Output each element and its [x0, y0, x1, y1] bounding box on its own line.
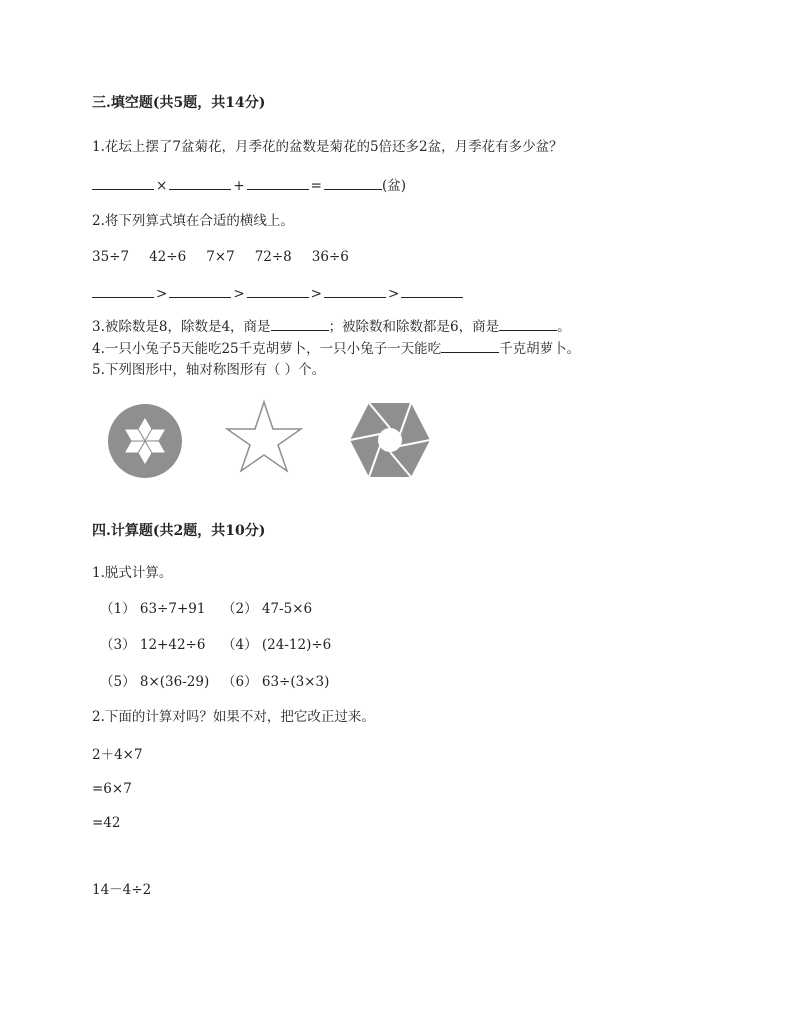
q3-3-line [92, 317, 571, 336]
blank-input[interactable] [271, 317, 329, 331]
greater-than-sign: > [156, 286, 168, 302]
work-line: =6×7 [92, 781, 132, 797]
second-expression: 14－4÷2 [92, 882, 152, 898]
q3-3-text-a: 3.被除数是8，除数是4，商是 [92, 319, 271, 335]
blank-input[interactable] [92, 176, 154, 190]
blank-input[interactable] [169, 284, 231, 298]
q3-3-text-b: ；被除数和除数都是6，商是 [328, 319, 500, 335]
section-4-title: 四.计算题(共2题，共10分) [92, 523, 266, 539]
greater-than-sign: > [310, 286, 322, 302]
expression: 72÷8 [254, 249, 292, 265]
expression: 7×7 [206, 249, 235, 265]
q3-3-end: 。 [557, 319, 571, 335]
greater-than-sign: > [387, 286, 400, 302]
five-point-star-figure-icon [224, 398, 304, 474]
greater-than-sign: > [233, 286, 245, 302]
blank-input[interactable] [499, 317, 557, 331]
blank-input[interactable] [324, 284, 386, 298]
q4-1-row-2 [100, 636, 331, 654]
q3-5-text: 5.下列图形中，轴对称图形有（ ）个。 [92, 362, 326, 378]
q4-1-row-1 [100, 600, 312, 618]
pinwheel-hexagon-figure-icon [348, 400, 432, 480]
equals-sign: = [310, 178, 322, 194]
blank-input[interactable] [169, 176, 231, 190]
q4-1-text: 1.脱式计算。 [92, 565, 173, 581]
expression: 35÷7 [92, 249, 130, 265]
calc-item: （2） 47-5×6 [222, 601, 313, 617]
calc-item: （3） 12+42÷6 [100, 637, 206, 653]
q4-2-text: 2.下面的计算对吗？如果不对，把它改正过来。 [92, 709, 375, 725]
q3-2-expressions [92, 248, 369, 266]
q3-4-text-a: 4.一只小兔子5天能吃25千克胡萝卜，一只小兔子一天能吃 [92, 341, 442, 357]
calc-item: （5） 8×(36-29) [100, 674, 210, 690]
calc-item: （6） 63÷(3×3) [222, 674, 330, 690]
q3-1-text: 1.花坛上摆了7盆菊花，月季花的盆数是菊花的5倍还多2盆，月季花有多少盆？ [92, 139, 563, 155]
unit-label: (盆) [381, 178, 406, 194]
q3-4-text-b: 千克胡萝卜。 [499, 341, 581, 357]
section-3-title: 三.填空题(共5题，共14分) [92, 95, 266, 111]
plus-sign: + [233, 178, 245, 194]
q3-2-text: 2.将下列算式填在合适的横线上。 [92, 213, 294, 229]
blank-input[interactable] [324, 176, 382, 190]
times-sign: × [156, 178, 168, 194]
blank-input[interactable] [247, 176, 309, 190]
blank-input[interactable] [401, 284, 463, 298]
work-line: =42 [92, 815, 121, 831]
expression: 36÷6 [311, 249, 349, 265]
blank-input[interactable] [92, 284, 154, 298]
calc-item: （1） 63÷7+91 [100, 601, 206, 617]
q3-2-ordering-line [92, 284, 463, 303]
q3-1-answer-line [92, 176, 406, 195]
hexagram-circle-figure-icon [106, 402, 184, 480]
blank-input[interactable] [247, 284, 309, 298]
work-line: 2＋4×7 [92, 747, 143, 763]
blank-input[interactable] [441, 339, 499, 353]
calc-item: （4） (24-12)÷6 [222, 637, 332, 653]
q4-1-row-3 [100, 673, 329, 691]
q3-4-line [92, 339, 580, 358]
expression: 42÷6 [149, 249, 187, 265]
